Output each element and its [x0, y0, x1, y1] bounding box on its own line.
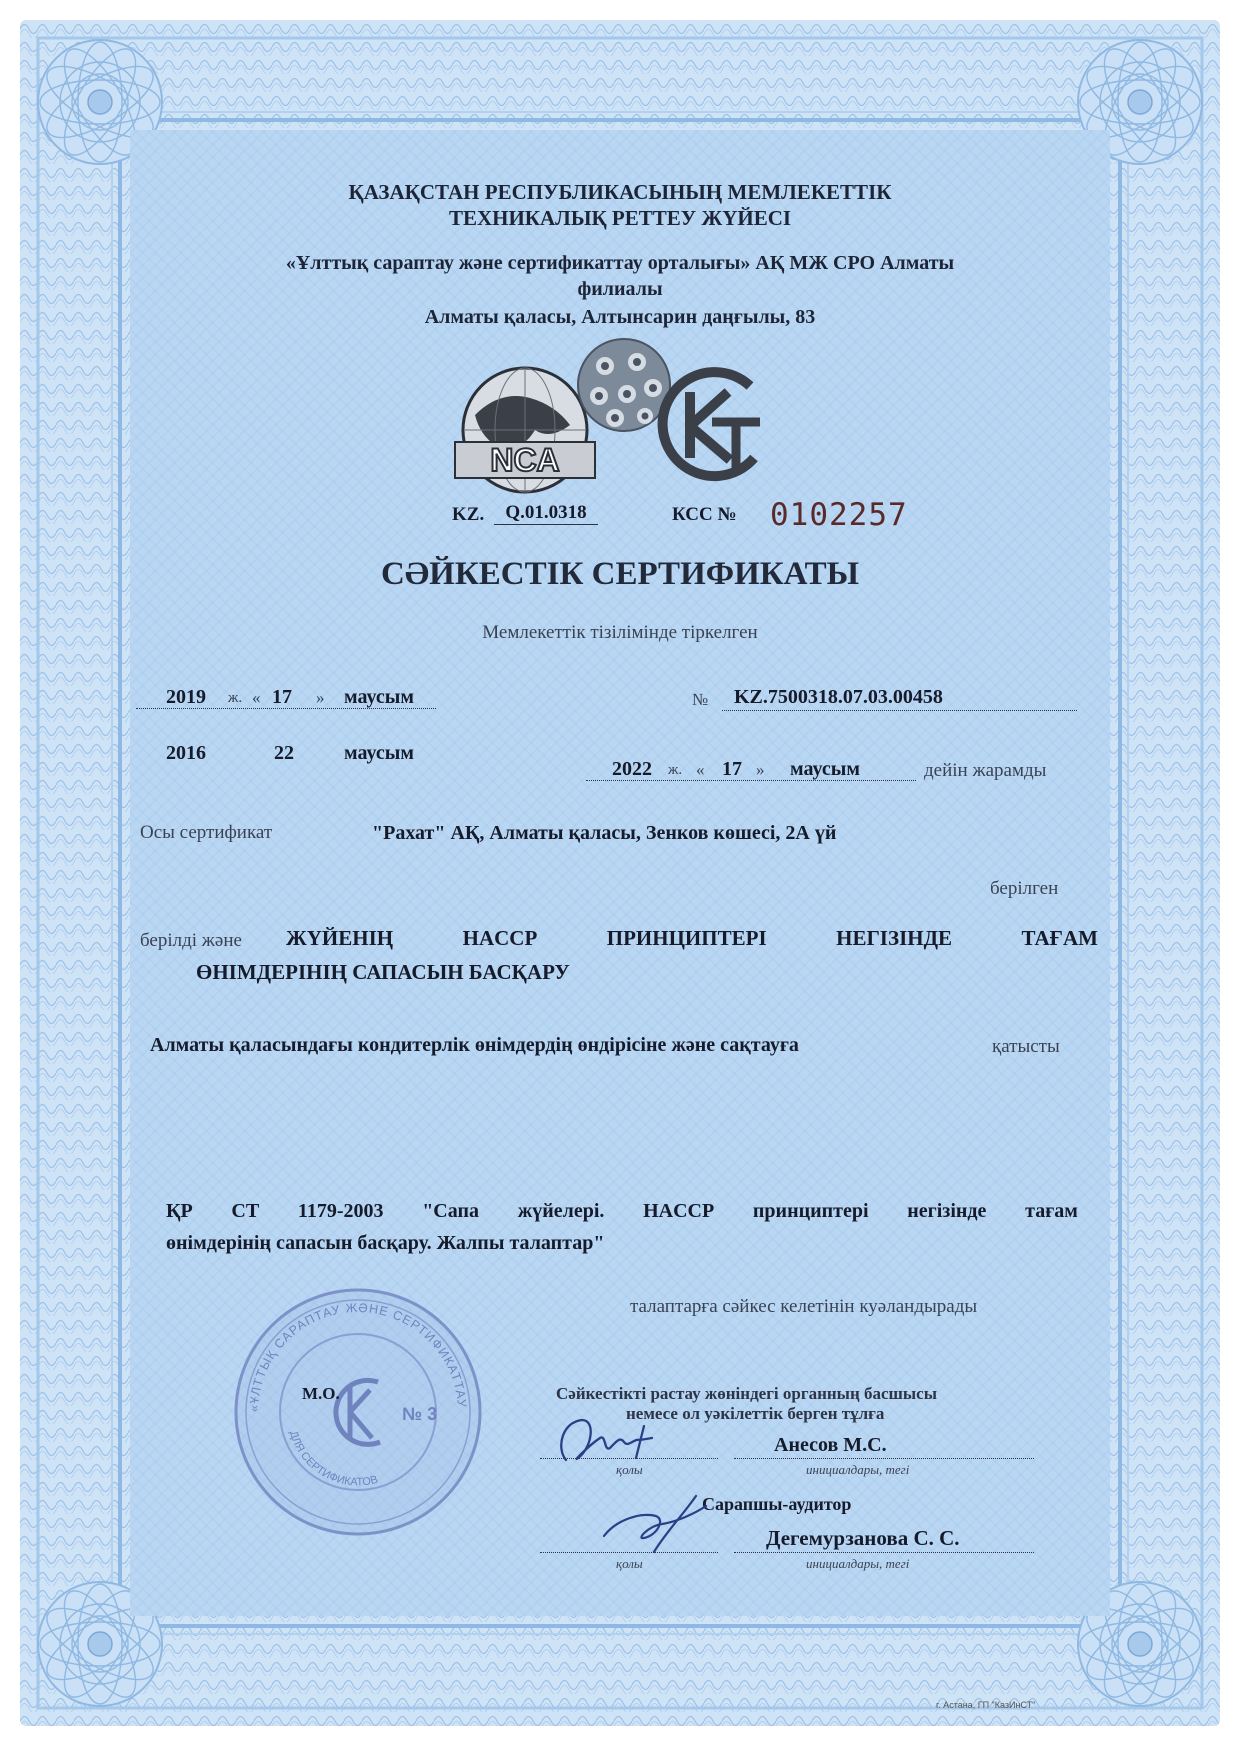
kz-label: KZ. — [452, 504, 485, 525]
standard-line-2: өнімдерінің сапасын басқару. Жалпы талаптар" — [166, 1232, 605, 1254]
reg-day: 17 — [272, 686, 292, 708]
reg-year-suffix: ж. — [228, 690, 243, 706]
auditor-initials-caption: инициалдары, тегі — [806, 1556, 910, 1571]
system-word: ПРИНЦИПТЕРІ — [606, 926, 767, 950]
organization-branch: филиалы — [577, 278, 663, 300]
valid-until-label: дейін жарамды — [924, 760, 1047, 781]
scope-label: қатысты — [992, 1036, 1060, 1057]
standard-word: 1179-2003 — [297, 1200, 384, 1222]
issued-to-value: "Рахат" АҚ, Алматы қаласы, Зенков көшесі, 2А үй — [372, 822, 837, 844]
valid-day: 17 — [722, 758, 742, 780]
standard-word: СТ — [231, 1200, 260, 1222]
scope-value: Алматы қаласындағы кондитерлік өнімдердің өндірісіне және сақтауға — [150, 1034, 799, 1056]
kss-label: КСС № — [672, 504, 737, 525]
standard-word: негізінде — [907, 1200, 987, 1222]
head-initials-caption: инициалдары, тегі — [806, 1462, 910, 1477]
system-label: берілді және — [140, 930, 242, 951]
system-word: ТАҒАМ — [1021, 926, 1098, 950]
auditor-sign-caption: қолы — [616, 1556, 643, 1571]
system-line-1 — [286, 926, 1098, 951]
header-line-1: ҚАЗАҚСТАН РЕСПУБЛИКАСЫНЫҢ МЕМЛЕКЕТТІК — [348, 180, 892, 204]
reg-number-label: № — [692, 690, 709, 709]
kss-number: 0102257 — [770, 497, 908, 533]
system-word: НЕГІЗІНДЕ — [836, 926, 953, 950]
auditor-title: Сарапшы-аудитор — [702, 1494, 852, 1514]
issued-label: берілген — [990, 878, 1059, 899]
header-line-2: ТЕХНИКАЛЫҚ РЕТТЕУ ЖҮЙЕСІ — [448, 206, 792, 230]
official-stamp — [228, 1282, 488, 1542]
auditor-sign-line — [540, 1552, 718, 1553]
reg-number-underline — [722, 710, 1077, 711]
stamp-ring-text: «ҰЛТТЫҚ САРАПТАУ ЖӘНЕ СЕРТИФИКАТТАУ — [246, 1300, 469, 1413]
nca-logo-text: NCA — [490, 442, 560, 478]
auditor-signature — [596, 1492, 718, 1558]
reg-number: KZ.7500318.07.03.00458 — [734, 686, 943, 708]
head-title-line-1: Сәйкестікті растау жөніндегі органның басшысы — [556, 1384, 937, 1403]
head-title-line-2: немесе ол уәкілеттік берген тұлға — [626, 1404, 885, 1423]
kz-conformity-mark — [650, 362, 776, 488]
kz-code: Q.01.0318 — [494, 502, 598, 525]
issued-to-label: Осы сертификат — [140, 822, 273, 843]
head-sign-caption: қолы — [616, 1462, 643, 1477]
organization-address: Алматы қаласы, Алтынсарин даңғылы, 83 — [424, 306, 816, 328]
reg-year: 2019 — [166, 686, 206, 708]
reg-lquote: « — [252, 688, 261, 707]
printer-footer: г. Астана, ГП "КазИнСТ" — [936, 1700, 1036, 1710]
head-signature — [548, 1408, 666, 1474]
standard-word: "Сапа — [422, 1200, 479, 1222]
valid-year: 2022 — [612, 758, 652, 780]
system-line-2: ӨНІМДЕРІНІҢ САПАСЫН БАСҚАРУ — [196, 960, 570, 984]
prev-month: маусым — [344, 742, 414, 764]
conformity-statement: талаптарға сәйкес келетінін куәландырады — [630, 1296, 978, 1317]
prev-day: 22 — [274, 742, 294, 764]
valid-lquote: « — [696, 760, 705, 779]
organization-name: «Ұлттық сараптау және сертификаттау орталығы» АҚ МЖ СРО Алматы — [285, 252, 955, 274]
valid-rquote: » — [756, 760, 765, 779]
stamp-place-label: М.О. — [302, 1384, 340, 1403]
reg-month: маусым — [344, 686, 414, 708]
head-name: Анесов М.С. — [774, 1434, 887, 1456]
system-word: ЖҮЙЕНІҢ — [286, 926, 394, 950]
head-sign-line — [540, 1458, 718, 1459]
standard-word: тағам — [1025, 1200, 1078, 1222]
head-name-line — [734, 1458, 1034, 1459]
stamp-number: № 3 — [402, 1404, 438, 1424]
system-word: HACCP — [462, 926, 538, 950]
valid-month: маусым — [790, 758, 860, 780]
prev-year: 2016 — [166, 742, 206, 764]
auditor-name-line — [734, 1552, 1034, 1553]
valid-year-suffix: ж. — [668, 762, 683, 778]
reg-rquote: » — [316, 688, 325, 707]
certificate-title: СӘЙКЕСТІК СЕРТИФИКАТЫ — [380, 556, 860, 592]
registered-label: Мемлекеттік тізілімінде тіркелген — [482, 622, 758, 643]
standard-word: принциптері — [752, 1200, 869, 1222]
standard-word: HACCP — [643, 1200, 715, 1222]
stamp-inner-text: ДЛЯ СЕРТИФИКАТОВ — [287, 1429, 380, 1489]
standard-word: ҚР — [166, 1200, 193, 1222]
standard-line-1 — [166, 1200, 1078, 1223]
auditor-name: Дегемурзанова С. С. — [766, 1526, 960, 1550]
standard-word: жүйелері. — [517, 1200, 605, 1222]
